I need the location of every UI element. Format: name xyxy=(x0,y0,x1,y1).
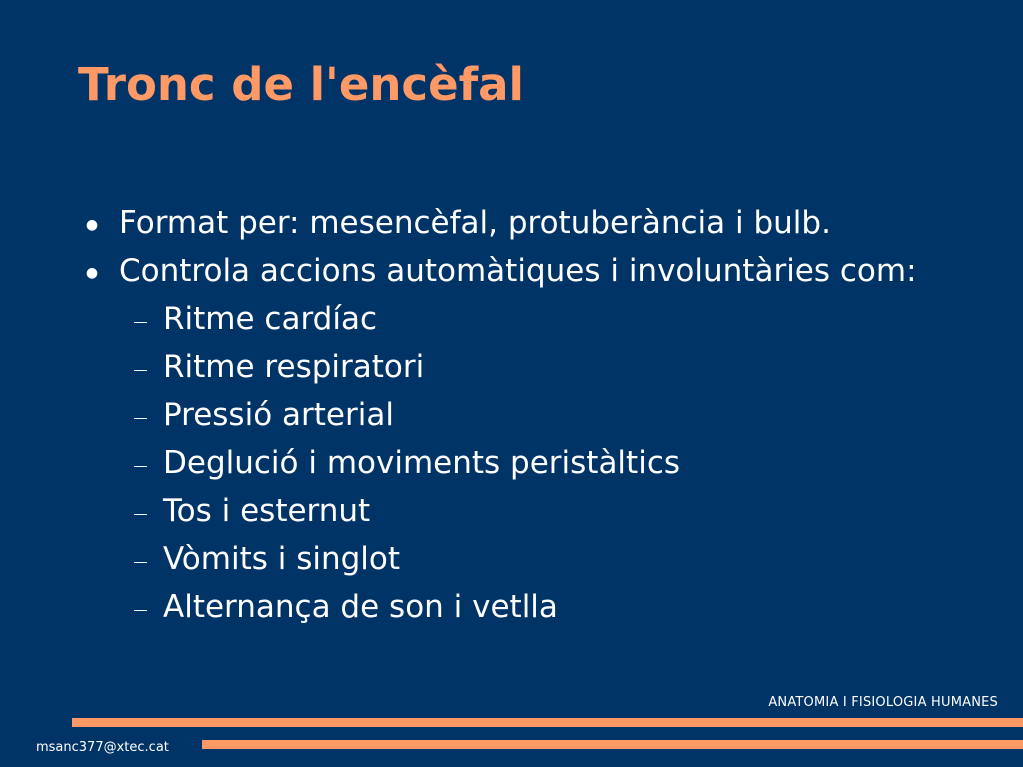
sub-bullet-text: Alternança de son i vetlla xyxy=(163,589,558,625)
sub-bullet-item xyxy=(84,535,1014,583)
dash-icon xyxy=(134,562,147,563)
dash-icon xyxy=(134,610,147,611)
dash-icon xyxy=(134,418,147,419)
bullet-text: Controla accions automàtiques i involuntàries com: xyxy=(119,253,917,289)
slide-title: Tronc de l'encèfal xyxy=(78,58,524,111)
sub-bullet-item xyxy=(84,583,1014,631)
bullet-list xyxy=(84,199,1014,631)
bullet-dot-icon: ● xyxy=(85,217,99,233)
bullet-item xyxy=(84,247,1014,295)
footer-rule-top xyxy=(72,718,1023,727)
footer-course-title: ANATOMIA I FISIOLOGIA HUMANES xyxy=(768,695,998,710)
sub-bullet-item xyxy=(84,391,1014,439)
dash-icon xyxy=(134,370,147,371)
footer-rule-bottom xyxy=(202,740,1023,749)
dash-icon xyxy=(134,466,147,467)
sub-bullet-text: Vòmits i singlot xyxy=(163,541,401,577)
dash-icon xyxy=(134,514,147,515)
sub-bullet-text: Pressió arterial xyxy=(163,397,394,433)
bullet-text: Format per: mesencèfal, protuberància i bulb. xyxy=(119,205,831,241)
bullet-item xyxy=(84,199,1014,247)
sub-bullet-text: Ritme cardíac xyxy=(163,301,378,337)
bullet-dot-icon: ● xyxy=(85,265,99,281)
sub-bullet-text: Ritme respiratori xyxy=(163,349,425,385)
sub-bullet-text: Deglució i moviments peristàltics xyxy=(163,445,681,481)
footer-email: msanc377@xtec.cat xyxy=(36,740,169,755)
sub-bullet-item xyxy=(84,439,1014,487)
sub-bullet-item xyxy=(84,487,1014,535)
dash-icon xyxy=(134,322,147,323)
sub-bullet-item xyxy=(84,343,1014,391)
sub-bullet-text: Tos i esternut xyxy=(163,493,371,529)
sub-bullet-item xyxy=(84,295,1014,343)
